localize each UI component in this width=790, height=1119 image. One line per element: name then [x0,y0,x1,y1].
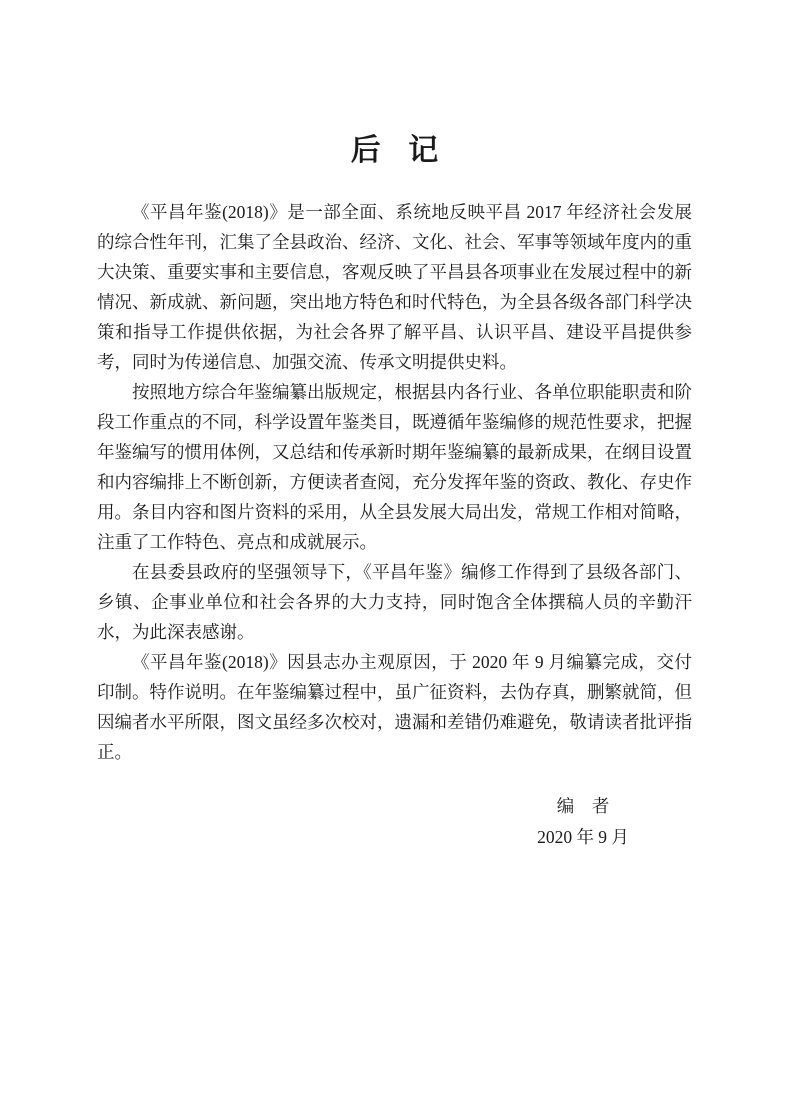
signature-block [488,791,678,853]
paragraph-1: 《平昌年鉴(2018)》是一部全面、系统地反映平昌 2017 年经济社会发展的综合性年刊，汇集了全县政治、经济、文化、社会、军事等领域年度内的重大决策、重要实事和主要信息，客观反映了平昌县各项事业在发展过程中的新情况、新成就、新问题，突出地方特色和时代特色，为全县各级各部门科学决策和指导工作提供依据，为社会各界了解平昌、认识平昌、建设平昌提供参考，同时为传递信息、加强交流、传承文明提供史料。 [97,202,692,372]
paragraph-3: 在县委县政府的坚强领导下，《平昌年鉴》编修工作得到了县级各部门、乡镇、企事业单位和社会各界的大力支持，同时饱含全体撰稿人员的辛勤汗水，为此深表感谢。 [97,562,692,642]
signature-author: 编 者 [556,796,610,816]
paragraph-4: 《平昌年鉴(2018)》因县志办主观原因，于 2020 年 9 月编纂完成，交付印制。特作说明。在年鉴编纂过程中，虽广征资料，去伪存真，删繁就简，但因编者水平所限，图文虽经多次校对，遗漏和差错仍难避免，敬请读者批评指正。 [97,652,692,762]
document-body [97,197,692,767]
signature-date: 2020 年 9 月 [537,827,629,847]
paragraph-2: 按照地方综合年鉴编纂出版规定，根据县内各行业、各单位职能职责和阶段工作重点的不同，科学设置年鉴类目，既遵循年鉴编修的规范性要求，把握年鉴编写的惯用体例，又总结和传承新时期年鉴编纂的最新成果，在纲目设置和内容编排上不断创新，方便读者查阅，充分发挥年鉴的资政、教化、存史作用。条目内容和图片资料的采用，从全县发展大局出发，常规工作相对简略，注重了工作特色、亮点和成就展示。 [97,382,692,552]
page-title: 后 记 [350,134,449,167]
